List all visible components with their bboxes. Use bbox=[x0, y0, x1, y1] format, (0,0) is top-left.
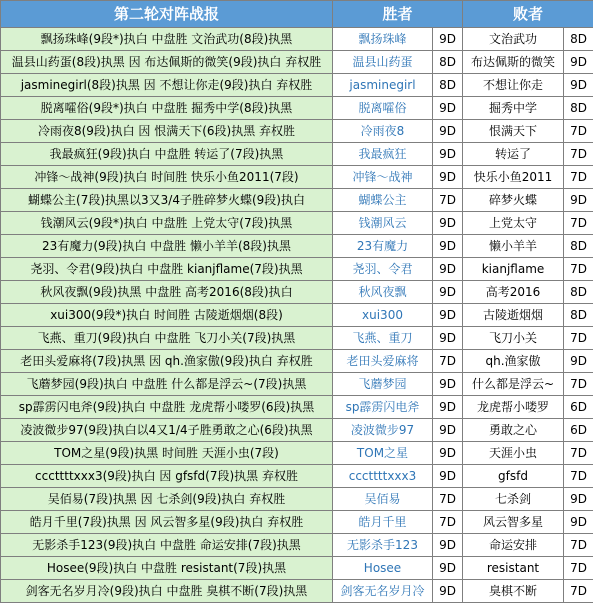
loser-rank: 7D bbox=[564, 534, 593, 557]
winner-rank: 7D bbox=[433, 189, 463, 212]
table-row bbox=[1, 166, 593, 189]
loser-name: 命运安排 bbox=[463, 534, 564, 557]
table-row bbox=[1, 51, 593, 74]
table-row bbox=[1, 419, 593, 442]
loser-name: qh.渔家傲 bbox=[463, 350, 564, 373]
winner-rank: 9D bbox=[433, 557, 463, 580]
loser-rank: 8D bbox=[564, 281, 593, 304]
results-body bbox=[1, 28, 593, 603]
match-report: 无影杀手123(9段)执白 中盘胜 命运安排(7段)执黑 bbox=[1, 534, 333, 557]
winner-rank: 8D bbox=[433, 51, 463, 74]
loser-rank: 9D bbox=[564, 74, 593, 97]
match-report: xui300(9段*)执白 时间胜 古陵逝烟烟(8段) bbox=[1, 304, 333, 327]
winner-rank: 7D bbox=[433, 511, 463, 534]
loser-rank: 9D bbox=[564, 488, 593, 511]
loser-rank: 7D bbox=[564, 557, 593, 580]
table-row bbox=[1, 396, 593, 419]
loser-name: 七杀剑 bbox=[463, 488, 564, 511]
winner-name: 温县山药蛋 bbox=[333, 51, 433, 74]
loser-name: 臭棋不断 bbox=[463, 580, 564, 603]
winner-rank: 7D bbox=[433, 488, 463, 511]
loser-name: 龙虎帮小喽罗 bbox=[463, 396, 564, 419]
winner-rank: 7D bbox=[433, 350, 463, 373]
winner-rank: 9D bbox=[433, 212, 463, 235]
loser-rank: 6D bbox=[564, 396, 593, 419]
loser-rank: 8D bbox=[564, 28, 593, 51]
table-row bbox=[1, 465, 593, 488]
loser-name: 古陵逝烟烟 bbox=[463, 304, 564, 327]
loser-name: kianjflame bbox=[463, 258, 564, 281]
loser-name: 文治武功 bbox=[463, 28, 564, 51]
winner-rank: 9D bbox=[433, 235, 463, 258]
loser-name: 转运了 bbox=[463, 143, 564, 166]
match-report: TOM之星(9段)执黑 时间胜 天涯小虫(7段) bbox=[1, 442, 333, 465]
loser-name: gfsfd bbox=[463, 465, 564, 488]
table-row bbox=[1, 235, 593, 258]
winner-name: Hosee bbox=[333, 557, 433, 580]
match-report: jasminegirl(8段)执黑 因 不想让你走(9段)执白 弃权胜 bbox=[1, 74, 333, 97]
winner-name: 脱离嚯俗 bbox=[333, 97, 433, 120]
loser-name: 快乐小鱼2011 bbox=[463, 166, 564, 189]
round-title: 第二轮对阵战报 bbox=[1, 1, 333, 28]
winner-rank: 9D bbox=[433, 442, 463, 465]
winner-name: 蝴蝶公主 bbox=[333, 189, 433, 212]
winner-rank: 9D bbox=[433, 258, 463, 281]
winner-name: 秋风夜飘 bbox=[333, 281, 433, 304]
loser-name: 高考2016 bbox=[463, 281, 564, 304]
loser-rank: 9D bbox=[564, 189, 593, 212]
winner-name: 冷雨夜8 bbox=[333, 120, 433, 143]
match-report: 秋风夜飘(9段)执黑 中盘胜 高考2016(8段)执白 bbox=[1, 281, 333, 304]
loser-name: 飞刀小关 bbox=[463, 327, 564, 350]
winner-rank: 9D bbox=[433, 143, 463, 166]
table-row bbox=[1, 281, 593, 304]
loser-name: 掘秀中学 bbox=[463, 97, 564, 120]
table-row bbox=[1, 258, 593, 281]
loser-rank: 9D bbox=[564, 51, 593, 74]
loser-name: 上党太守 bbox=[463, 212, 564, 235]
loser-rank: 8D bbox=[564, 97, 593, 120]
winner-name: 飘扬珠峰 bbox=[333, 28, 433, 51]
loser-name: 恨满天下 bbox=[463, 120, 564, 143]
loser-rank: 7D bbox=[564, 580, 593, 603]
loser-rank: 7D bbox=[564, 143, 593, 166]
winner-rank: 9D bbox=[433, 396, 463, 419]
match-report: 剑客无名岁月冷(9段)执白 中盘胜 臭棋不断(7段)执黑 bbox=[1, 580, 333, 603]
winner-rank: 9D bbox=[433, 534, 463, 557]
loser-rank: 7D bbox=[564, 442, 593, 465]
table-row bbox=[1, 327, 593, 350]
match-report: 吴佰易(7段)执黑 因 七杀剑(9段)执白 弃权胜 bbox=[1, 488, 333, 511]
winner-rank: 9D bbox=[433, 419, 463, 442]
winner-name: 皓月千里 bbox=[333, 511, 433, 534]
match-report: 飘扬珠峰(9段*)执白 中盘胜 文治武功(8段)执黑 bbox=[1, 28, 333, 51]
winner-name: 23有魔力 bbox=[333, 235, 433, 258]
match-report: 我最疯狂(9段)执白 中盘胜 转运了(7段)执黑 bbox=[1, 143, 333, 166]
match-report: 飞燕、重刀(9段)执白 中盘胜 飞刀小关(7段)执黑 bbox=[1, 327, 333, 350]
match-report: 尧羽、令君(9段)执白 中盘胜 kianjflame(7段)执黑 bbox=[1, 258, 333, 281]
loser-name: resistant bbox=[463, 557, 564, 580]
match-report: 钱潮风云(9段*)执白 中盘胜 上党太守(7段)执黑 bbox=[1, 212, 333, 235]
winner-rank: 9D bbox=[433, 281, 463, 304]
match-report: 老田头爱麻将(7段)执黑 因 qh.渔家傲(9段)执白 弃权胜 bbox=[1, 350, 333, 373]
match-report: 凌波微步97(9段)执白以4又1/4子胜勇敢之心(6段)执黑 bbox=[1, 419, 333, 442]
header-row bbox=[1, 1, 593, 28]
table-row bbox=[1, 143, 593, 166]
loser-rank: 6D bbox=[564, 419, 593, 442]
winner-rank: 9D bbox=[433, 580, 463, 603]
loser-rank: 7D bbox=[564, 373, 593, 396]
table-row bbox=[1, 350, 593, 373]
match-report: 蝴蝶公主(7段)执黑以3又3/4子胜碎梦火蝶(9段)执白 bbox=[1, 189, 333, 212]
table-row bbox=[1, 120, 593, 143]
winner-name: 飞燕、重刀 bbox=[333, 327, 433, 350]
loser-rank: 8D bbox=[564, 304, 593, 327]
winner-name: TOM之星 bbox=[333, 442, 433, 465]
match-report: 23有魔力(9段)执白 中盘胜 懒小羊羊(8段)执黑 bbox=[1, 235, 333, 258]
table-row bbox=[1, 373, 593, 396]
winner-name: 我最疯狂 bbox=[333, 143, 433, 166]
loser-name: 勇敢之心 bbox=[463, 419, 564, 442]
table-row bbox=[1, 74, 593, 97]
winner-rank: 9D bbox=[433, 304, 463, 327]
winner-rank: 9D bbox=[433, 166, 463, 189]
table-row bbox=[1, 28, 593, 51]
loser-rank: 9D bbox=[564, 350, 593, 373]
table-row bbox=[1, 580, 593, 603]
loser-rank: 7D bbox=[564, 120, 593, 143]
loser-rank: 7D bbox=[564, 327, 593, 350]
match-report: 飞蘑梦园(9段)执白 中盘胜 什么都是浮云~(7段)执黑 bbox=[1, 373, 333, 396]
match-report: Hosee(9段)执白 中盘胜 resistant(7段)执黑 bbox=[1, 557, 333, 580]
loser-rank: 8D bbox=[564, 235, 593, 258]
winner-name: 飞蘑梦园 bbox=[333, 373, 433, 396]
winner-name: 冲锋～战神 bbox=[333, 166, 433, 189]
table-row bbox=[1, 488, 593, 511]
winner-name: xui300 bbox=[333, 304, 433, 327]
match-report: 脱离嚯俗(9段*)执白 中盘胜 掘秀中学(8段)执黑 bbox=[1, 97, 333, 120]
match-report: cccttttxxx3(9段)执白 因 gfsfd(7段)执黑 弃权胜 bbox=[1, 465, 333, 488]
winner-name: sp霹雳闪电斧 bbox=[333, 396, 433, 419]
winner-header: 胜者 bbox=[333, 1, 463, 28]
winner-rank: 9D bbox=[433, 97, 463, 120]
winner-rank: 9D bbox=[433, 373, 463, 396]
match-report: 皓月千里(7段)执黑 因 风云智多星(9段)执白 弃权胜 bbox=[1, 511, 333, 534]
loser-rank: 7D bbox=[564, 212, 593, 235]
winner-name: cccttttxxx3 bbox=[333, 465, 433, 488]
table-row bbox=[1, 97, 593, 120]
winner-rank: 9D bbox=[433, 28, 463, 51]
winner-name: 无影杀手123 bbox=[333, 534, 433, 557]
match-report: sp霹雳闪电斧(9段)执白 中盘胜 龙虎帮小喽罗(6段)执黑 bbox=[1, 396, 333, 419]
winner-name: 尧羽、令君 bbox=[333, 258, 433, 281]
winner-name: 吴佰易 bbox=[333, 488, 433, 511]
winner-rank: 9D bbox=[433, 327, 463, 350]
table-row bbox=[1, 189, 593, 212]
winner-rank: 9D bbox=[433, 465, 463, 488]
loser-rank: 7D bbox=[564, 166, 593, 189]
match-report: 冷雨夜8(9段)执白 因 恨满天下(6段)执黑 弃权胜 bbox=[1, 120, 333, 143]
loser-rank: 7D bbox=[564, 465, 593, 488]
winner-name: 剑客无名岁月冷 bbox=[333, 580, 433, 603]
loser-rank: 7D bbox=[564, 258, 593, 281]
match-report: 温县山药蛋(8段)执黑 因 布达佩斯的微笑(9段)执白 弃权胜 bbox=[1, 51, 333, 74]
loser-name: 懒小羊羊 bbox=[463, 235, 564, 258]
loser-header: 败者 bbox=[463, 1, 593, 28]
table-row bbox=[1, 534, 593, 557]
winner-name: 钱潮风云 bbox=[333, 212, 433, 235]
winner-name: 老田头爱麻将 bbox=[333, 350, 433, 373]
table-row bbox=[1, 511, 593, 534]
winner-name: 凌波微步97 bbox=[333, 419, 433, 442]
winner-rank: 8D bbox=[433, 74, 463, 97]
loser-name: 什么都是浮云~ bbox=[463, 373, 564, 396]
loser-name: 布达佩斯的微笑 bbox=[463, 51, 564, 74]
table-row bbox=[1, 557, 593, 580]
loser-name: 风云智多星 bbox=[463, 511, 564, 534]
table-row bbox=[1, 442, 593, 465]
loser-name: 不想让你走 bbox=[463, 74, 564, 97]
match-report: 冲锋～战神(9段)执白 时间胜 快乐小鱼2011(7段) bbox=[1, 166, 333, 189]
loser-name: 碎梦火蝶 bbox=[463, 189, 564, 212]
loser-name: 天涯小虫 bbox=[463, 442, 564, 465]
table-row bbox=[1, 304, 593, 327]
winner-rank: 9D bbox=[433, 120, 463, 143]
winner-name: jasminegirl bbox=[333, 74, 433, 97]
loser-rank: 9D bbox=[564, 511, 593, 534]
table-row bbox=[1, 212, 593, 235]
